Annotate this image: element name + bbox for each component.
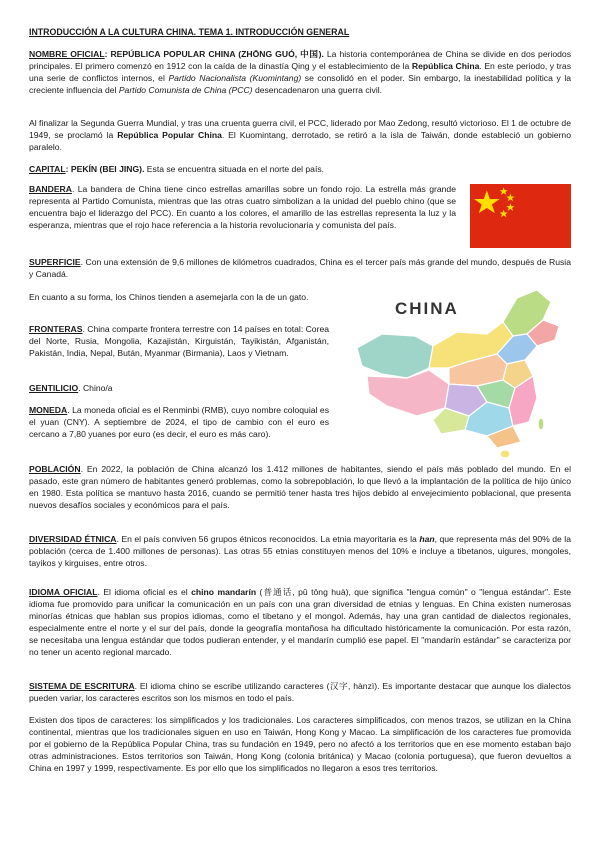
idioma-text-1: . El idioma oficial es el <box>97 587 192 597</box>
heading-moneda: MONEDA <box>29 405 68 415</box>
section-nombre-oficial <box>29 49 571 97</box>
idioma-chino-mandarin: chino mandarín <box>191 587 257 597</box>
china-flag-image <box>470 184 571 248</box>
heading-capital: CAPITAL <box>29 164 66 174</box>
bandera-text: . La bandera de China tiene cinco estrellas amarillas sobre un fondo rojo. La estrella más grande representa al Partido Comunista, mientras que las otras cuatro simbolizan a la unidad del pueblo chino (que se encuentra bajo el liderazgo del PCC). En cuanto a los colores, el amarillo de las estrellas representa la luz y la esperanza, mientras que el rojo hace referencia a la historia revolucionaria y comunista del país. <box>29 184 456 230</box>
china-map-image <box>337 276 573 463</box>
section-fronteras <box>29 324 329 360</box>
heading-superficie: SUPERFICIE <box>29 257 81 267</box>
section-poblacion <box>29 464 571 512</box>
section-moneda <box>29 405 329 441</box>
section-sistema-escritura <box>29 681 571 705</box>
nombre-text-4: desencadenaron una guerra civil. <box>252 84 383 95</box>
nombre-rpc: República Popular China <box>117 129 222 140</box>
moneda-text: . La moneda oficial es el Renminbi (RMB), cuyo nombre coloquial es el yuan (CNY). A septiembre de 2024, el tipo de cambio con el euro es cercano a 7,80 yuanes por euro (es decir, el euro es más caro). <box>29 405 329 439</box>
map-label: CHINA <box>395 299 459 318</box>
section-diversidad-etnica <box>29 534 571 570</box>
heading-gentilicio: GENTILICIO <box>29 383 79 393</box>
nombre-oficial-value: : REPÚBLICA POPULAR CHINA (ZHŌNG GUÓ, 中国). <box>104 49 324 59</box>
nombre-text-2: . En este periodo, y tras una serie de conflictos internos, el <box>29 60 571 83</box>
nombre-republica-china: República China <box>411 60 480 71</box>
heading-poblacion: POBLACIÓN <box>29 464 81 474</box>
escritura-paragraph-2: Existen dos tipos de caracteres: los simplificados y los tradicionales. Los caracteres simplificados, con menos trazos, se utilizan en la China continental, mientras que los tradicionales siguen en uso en Taiwán, Hong Kong y Macao. La simplificación de los caracteres fue promovida por el gobierno de la República Popular China, tras su fundación en 1949, pero no afectó a los territorios que en ese momento estaban bajo otras administraciones. Estos territorios son Taiwán, Hong Kong (colonia británica) y Macao (colonia portuguesa), que fueron devueltos a China en 1997 y 1999, respectivamente. Es por ello que los simplificados no llegaron a esos tres territorios. <box>29 715 571 773</box>
escritura-text: . El idioma chino se escribe utilizando caracteres (汉字, hànzì). Es importante destacar que aunque los dialectos pueden variar, los caracteres escritos son los mismos en todo el país. <box>29 681 571 703</box>
idioma-text-2: (普通话, pǔ tōng huà), que significa "lengua común" o "lengua estándar". Este idioma fue promovido para unificar la comunicación en un país con una gran diversidad de etnias y lenguas. En China existen numerosas minorías étnicas que hablan sus propios idiomas, como el tibetano y el mongol. Además, hay una gran cantidad de dialectos regionales, especialmente entre el norte y el sur del país, donde la geografía montañosa ha dificultado históricamente la comunicación. Por esta razón, se necesitaba una lengua estándar que todos pudieran entender, y el mandarín cumplió ese papel. El "mandarín estándar" se caracteriza por no tener un acento regional marcado. <box>29 587 572 657</box>
section-nombre-oficial-2 <box>29 118 571 154</box>
nombre-p2-text-2: . El Kuomintang, derrotado, se retiró a la isla de Taiwán, donde estableció un gobierno paralelo. <box>29 129 571 152</box>
heading-fronteras: FRONTERAS <box>29 324 83 334</box>
section-gentilicio <box>29 383 329 395</box>
section-bandera <box>29 184 456 232</box>
section-capital <box>29 164 571 176</box>
poblacion-text: . En 2022, la población de China alcanzó los 1.412 millones de habitantes, siendo el país más poblado del mundo. En el pasado, este gran número de habitantes generó problemas, como la sobrepoblación, lo que llevó a la implantación de la política de hijo único en 1980. Esta política se mantuvo hasta 2016, cuando se permitió tener hasta tres hijos debido al envejecimiento poblacional, que presenta nuevos desafíos sociales y económicos para el país. <box>29 464 571 510</box>
diversidad-text-1: . En el país conviven 56 grupos étnicos reconocidos. La etnia mayoritaria es la <box>116 534 420 544</box>
nombre-kuomintang: Partido Nacionalista (Kuomintang) <box>168 72 302 83</box>
heading-nombre-oficial: NOMBRE OFICIAL <box>29 49 105 59</box>
gentilicio-text: . Chino/a <box>78 383 113 393</box>
diversidad-han: han <box>419 534 435 544</box>
heading-sistema-escritura: SISTEMA DE ESCRITURA <box>29 681 135 691</box>
diversidad-text-2: , que representa más del 90% de la población (cerca de 1.400 millones de personas). Las otras 55 etnias constituyen menos del 10% e incluye a tibetanos, uigures, mongoles, tayikos y kirguises, entre otros. <box>29 534 571 568</box>
superficie-forma: En cuanto a su forma, los Chinos tienden a asemejarla con la de un gato. <box>29 292 309 302</box>
section-idioma-oficial <box>29 587 571 658</box>
capital-text: Esta se encuentra situada en el norte del país. <box>144 164 325 174</box>
page-title: INTRODUCCIÓN A LA CULTURA CHINA. TEMA 1. INTRODUCCIÓN GENERAL <box>29 27 350 37</box>
heading-idioma-oficial: IDIOMA OFICIAL <box>29 587 98 597</box>
nombre-text-1: La historia contemporánea de China se divide en dos periodos principales. El primero comenzó en 1912 con la caída de la dinastía Qing y el establecimiento de la <box>29 49 572 71</box>
nombre-pcc: Partido Comunista de China (PCC) <box>118 84 253 95</box>
superficie-text: . Con una extensión de 9,6 millones de kilómetros cuadrados, China es el tercer país más grande del mundo, después de Rusia y Canadá. <box>29 257 571 279</box>
nombre-text-3: se consolidó en el poder. Sin embargo, la inestabilidad política y la creciente influencia del <box>29 72 572 95</box>
capital-value: : PEKÍN (BEI JING). <box>65 164 145 174</box>
fronteras-text: . China comparte frontera terrestre con 14 países en total: Corea del Norte, Rusia, Mongolia, Kazajistán, Kirguistán, Tayikistán, Afganistán, Pakistán, India, Nepal, Bután, Myanmar (Birmania), Laos y Vietnam. <box>29 324 329 358</box>
heading-bandera: BANDERA <box>29 184 72 194</box>
nombre-p2-text-1: Al finalizar la Segunda Guerra Mundial, y tras una cruenta guerra civil, el PCC, liderado por Mao Zedong, resultó victorioso. El 1 de octubre de 1949, se proclamó la <box>29 118 571 140</box>
heading-diversidad-etnica: DIVERSIDAD ÉTNICA <box>29 534 117 544</box>
